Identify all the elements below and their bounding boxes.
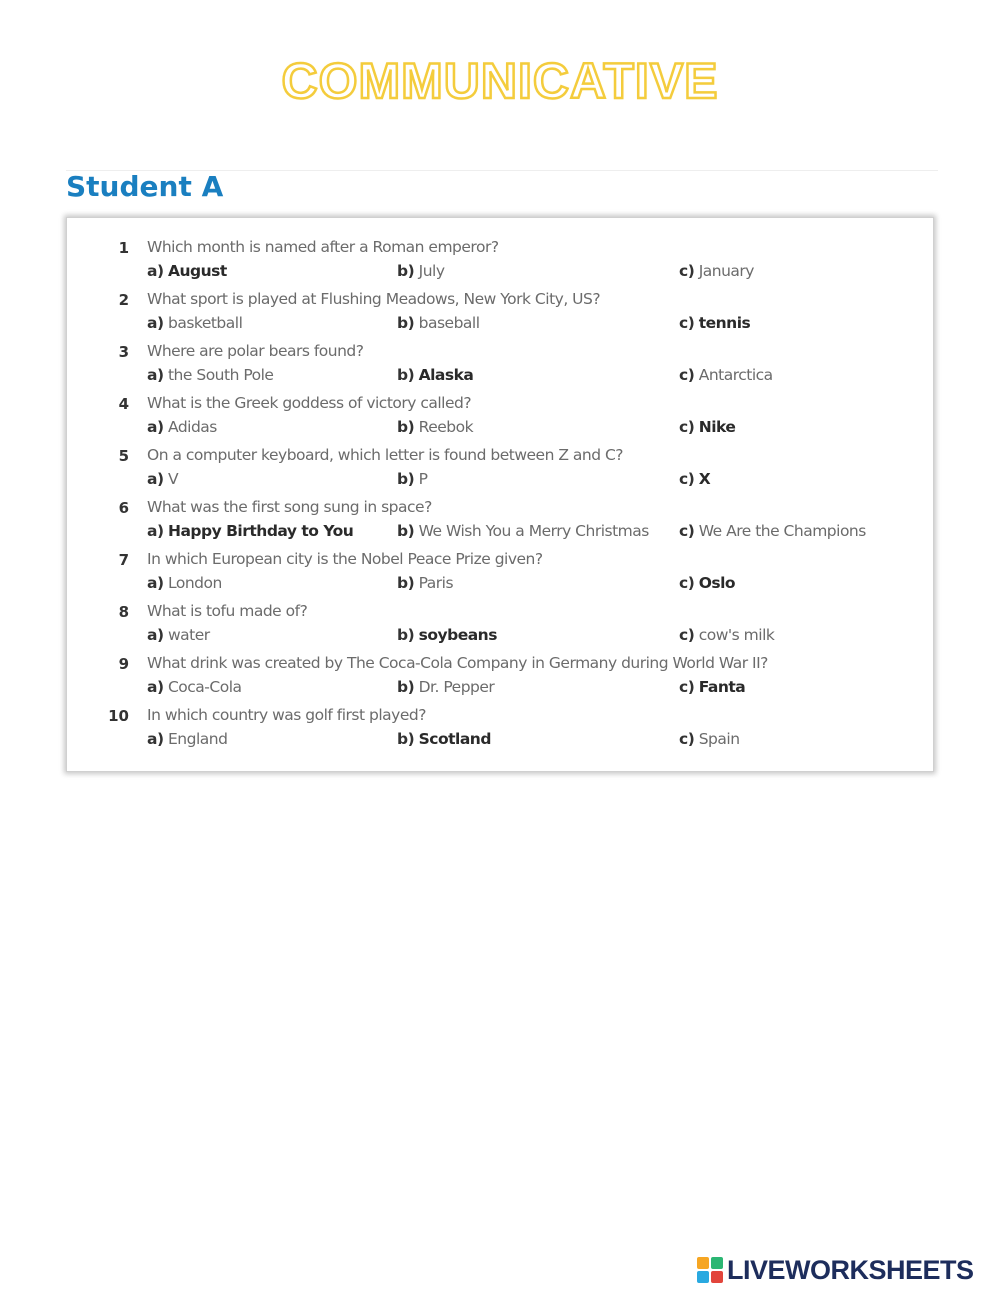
question-item (67, 498, 933, 550)
answer-option-a (147, 730, 227, 748)
option-label: a) (147, 730, 164, 748)
answer-option-a (147, 418, 217, 436)
option-label: c) (679, 678, 695, 696)
option-text: We Are the Champions (698, 522, 866, 540)
option-label: c) (679, 522, 695, 540)
option-text: Paris (418, 574, 454, 592)
option-label: b) (397, 314, 415, 332)
option-label: a) (147, 626, 164, 644)
answer-option-c (679, 678, 745, 696)
option-text: January (698, 262, 754, 280)
option-text: Antarctica (698, 366, 773, 384)
option-text: cow's milk (698, 626, 775, 644)
liveworksheets-logo[interactable] (697, 1255, 974, 1285)
question-item (67, 290, 933, 342)
option-text: Nike (698, 418, 736, 436)
option-label: b) (397, 574, 415, 592)
option-label: a) (147, 418, 164, 436)
answer-option-a (147, 262, 227, 280)
option-label: a) (147, 366, 164, 384)
question-item (67, 238, 933, 290)
quiz-box (66, 217, 934, 772)
answer-option-c (679, 730, 740, 748)
question-number: 10 (108, 707, 129, 725)
question-number: 6 (118, 499, 129, 517)
option-label: b) (397, 626, 415, 644)
option-text: P (418, 470, 428, 488)
answer-option-a (147, 678, 242, 696)
option-label: a) (147, 314, 164, 332)
question-number: 9 (118, 655, 129, 673)
answer-option-c (679, 626, 774, 644)
option-text: England (167, 730, 228, 748)
logo-square (697, 1271, 709, 1283)
question-number: 8 (118, 603, 129, 621)
option-text: the South Pole (167, 366, 274, 384)
answer-option-c (679, 366, 773, 384)
answer-option-b (397, 522, 649, 540)
question-text: What drink was created by The Coca-Cola Company in Germany during World War II? (147, 654, 768, 672)
answer-option-b (397, 574, 453, 592)
option-label: a) (147, 262, 164, 280)
option-label: b) (397, 262, 415, 280)
section-heading: Student A (66, 170, 224, 203)
option-text: Dr. Pepper (418, 678, 495, 696)
option-text: July (418, 262, 445, 280)
option-label: c) (679, 470, 695, 488)
answer-option-b (397, 314, 480, 332)
answer-option-a (147, 626, 210, 644)
option-text: August (167, 262, 227, 280)
question-item (67, 342, 933, 394)
option-text: London (167, 574, 222, 592)
option-label: b) (397, 366, 415, 384)
logo-text: LIVEWORKSHEETS (727, 1254, 974, 1285)
question-number: 5 (118, 447, 129, 465)
question-number: 7 (118, 551, 129, 569)
option-label: c) (679, 314, 695, 332)
option-label: b) (397, 470, 415, 488)
logo-square (697, 1257, 709, 1269)
answer-option-b (397, 730, 491, 748)
answer-option-c (679, 574, 735, 592)
answer-option-a (147, 574, 222, 592)
option-text: basketball (167, 314, 243, 332)
answer-option-b (397, 262, 445, 280)
option-label: c) (679, 262, 695, 280)
option-label: a) (147, 678, 164, 696)
option-text: We Wish You a Merry Christmas (418, 522, 649, 540)
question-item (67, 602, 933, 654)
option-label: b) (397, 730, 415, 748)
option-text: Adidas (167, 418, 217, 436)
option-label: b) (397, 522, 415, 540)
logo-square (711, 1257, 723, 1269)
liveworksheets-logo-icon (697, 1257, 723, 1283)
question-item (67, 446, 933, 498)
answer-option-b (397, 678, 494, 696)
answer-option-c (679, 262, 754, 280)
answer-option-b (397, 470, 427, 488)
option-label: c) (679, 626, 695, 644)
question-text: Which month is named after a Roman emperor? (147, 238, 499, 256)
option-text: Reebok (418, 418, 474, 436)
question-text: What was the first song sung in space? (147, 498, 432, 516)
option-label: b) (397, 678, 415, 696)
answer-option-c (679, 418, 735, 436)
answer-option-b (397, 366, 473, 384)
page-title: COMMUNICATIVE (281, 53, 719, 109)
answer-option-b (397, 626, 497, 644)
question-number: 3 (118, 343, 129, 361)
question-item (67, 550, 933, 602)
logo-square (711, 1271, 723, 1283)
question-text: On a computer keyboard, which letter is found between Z and C? (147, 446, 624, 464)
answer-option-b (397, 418, 473, 436)
option-text: tennis (698, 314, 751, 332)
option-label: c) (679, 730, 695, 748)
option-label: c) (679, 366, 695, 384)
option-text: Alaska (418, 366, 474, 384)
option-text: V (167, 470, 179, 488)
option-label: b) (397, 418, 415, 436)
option-label: a) (147, 470, 164, 488)
option-text: water (167, 626, 210, 644)
question-item (67, 706, 933, 758)
question-text: Where are polar bears found? (147, 342, 364, 360)
question-text: What is tofu made of? (147, 602, 308, 620)
option-label: a) (147, 522, 164, 540)
option-text: Spain (698, 730, 740, 748)
option-text: soybeans (418, 626, 497, 644)
option-text: Fanta (698, 678, 746, 696)
question-text: What sport is played at Flushing Meadows, New York City, US? (147, 290, 601, 308)
answer-option-c (679, 470, 710, 488)
answer-option-a (147, 522, 353, 540)
option-text: X (698, 470, 711, 488)
question-text: In which country was golf first played? (147, 706, 426, 724)
question-text: In which European city is the Nobel Peace Prize given? (147, 550, 543, 568)
question-text: What is the Greek goddess of victory called? (147, 394, 472, 412)
answer-option-c (679, 522, 866, 540)
answer-option-a (147, 366, 273, 384)
option-text: Scotland (418, 730, 491, 748)
option-label: c) (679, 418, 695, 436)
option-text: baseball (418, 314, 480, 332)
question-number: 4 (118, 395, 129, 413)
option-text: Oslo (698, 574, 736, 592)
answer-option-a (147, 314, 242, 332)
question-number: 1 (118, 239, 129, 257)
option-text: Happy Birthday to You (167, 522, 354, 540)
question-item (67, 654, 933, 706)
answer-option-a (147, 470, 178, 488)
answer-option-c (679, 314, 750, 332)
option-label: a) (147, 574, 164, 592)
option-text: Coca-Cola (167, 678, 242, 696)
question-number: 2 (118, 291, 129, 309)
option-label: c) (679, 574, 695, 592)
question-item (67, 394, 933, 446)
